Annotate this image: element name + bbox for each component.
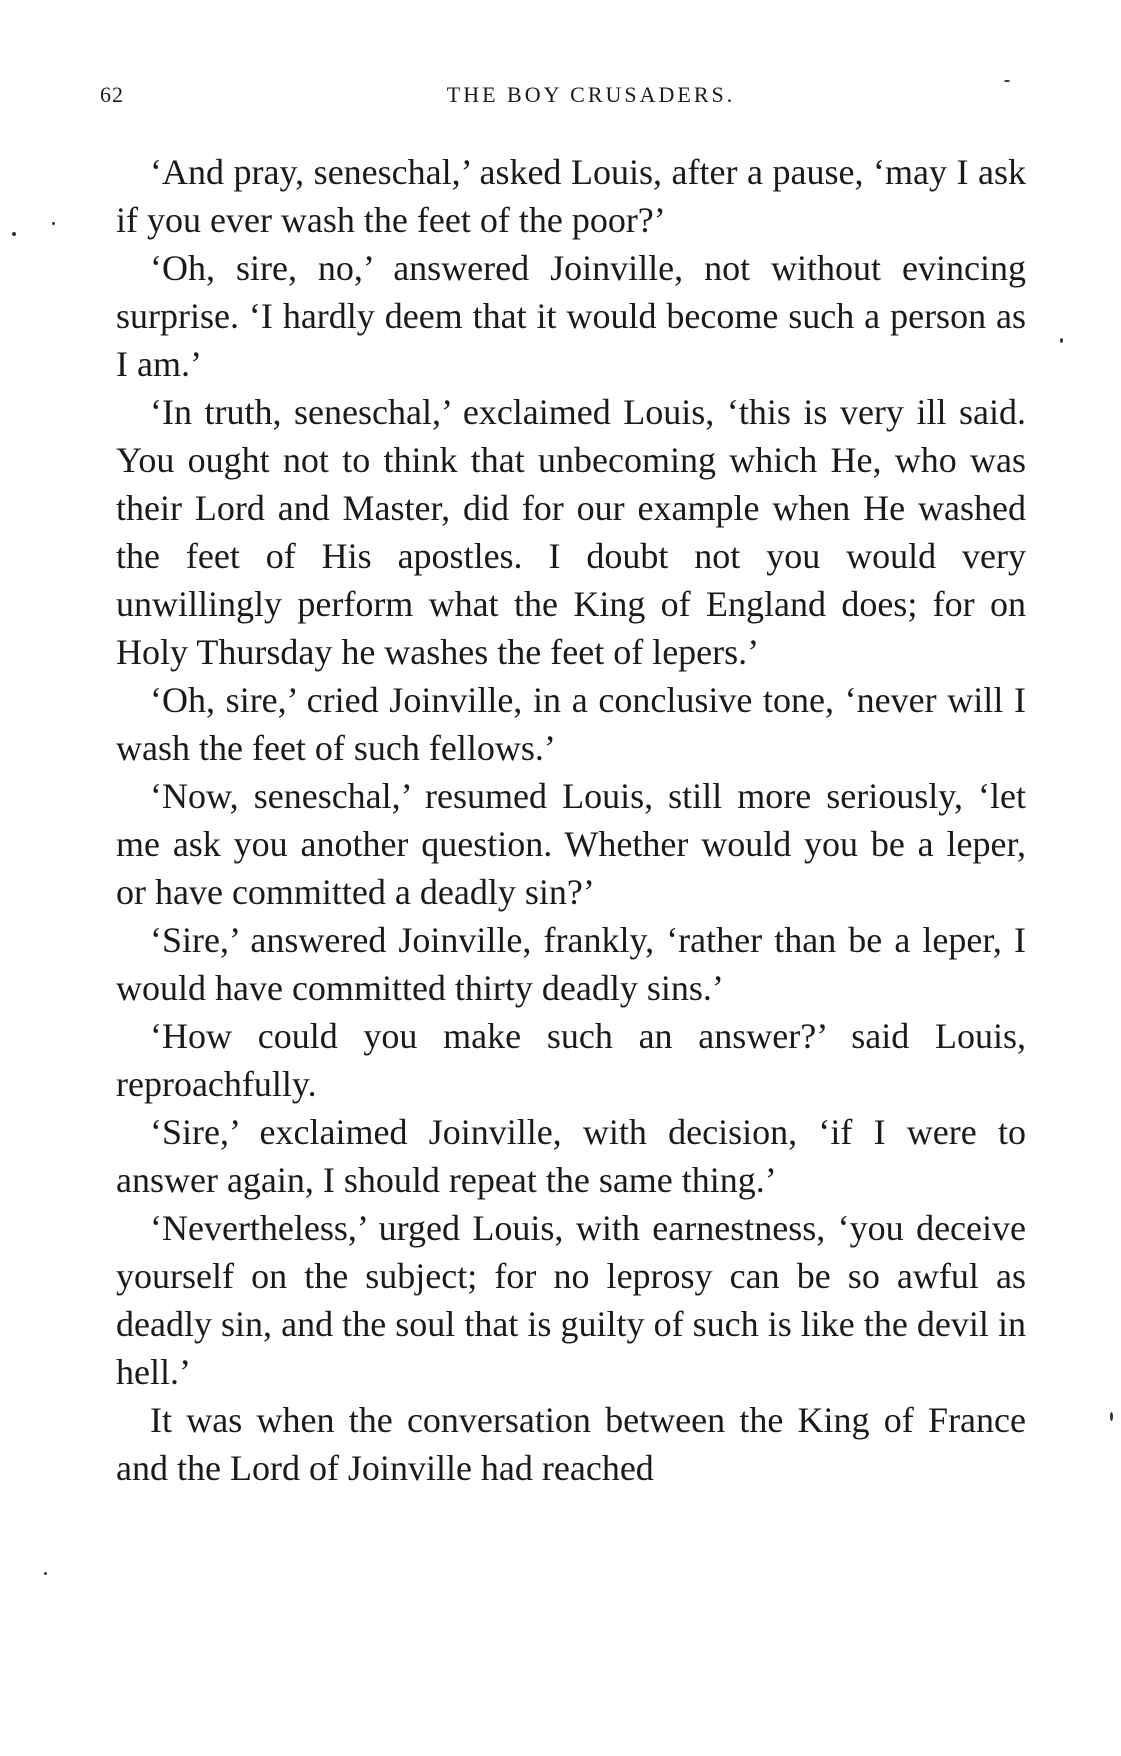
scan-speck [44, 1572, 47, 1575]
paragraph: ‘And pray, seneschal,’ asked Louis, after a pause, ‘may I ask if you ever wash the feet of the poor?’ [116, 152, 1026, 240]
paragraph: ‘Sire,’ exclaimed Joinville, with decision, ‘if I were to answer again, I should repeat the same thing.’ [116, 1112, 1026, 1200]
scan-speck [12, 232, 16, 236]
scan-speck [1060, 338, 1063, 343]
paragraph: ‘Oh, sire, no,’ answered Joinville, not without evincing surprise. ‘I hardly deem that it would become such a person as I am.’ [116, 248, 1026, 384]
page-header [100, 82, 1022, 122]
paragraph: It was when the conversation between the King of France and the Lord of Joinville had reached [116, 1400, 1026, 1488]
scan-speck [1110, 1412, 1113, 1421]
scan-speck [1004, 80, 1010, 82]
paragraph: ‘How could you make such an answer?’ said Louis, reproachfully. [116, 1016, 1026, 1104]
paragraph: ‘Oh, sire,’ cried Joinville, in a conclusive tone, ‘never will I wash the feet of such fellows.’ [116, 680, 1026, 768]
paragraph: ‘Now, seneschal,’ resumed Louis, still more seriously, ‘let me ask you another question. Whether would you be a leper, or have committed a deadly sin?’ [116, 776, 1026, 912]
paragraph: ‘In truth, seneschal,’ exclaimed Louis, ‘this is very ill said. You ought not to think that unbecoming which He, who was their Lord and Master, did for our example when He washed the feet of His apostles. I doubt not you would very unwillingly perform what the King of England does; for on Holy Thursday he washes the feet of lepers.’ [116, 392, 1026, 672]
running-head: THE BOY CRUSADERS. [446, 82, 736, 107]
page-number: 62 [100, 82, 124, 107]
paragraph: ‘Nevertheless,’ urged Louis, with earnestness, ‘you deceive yourself on the subject; for no leprosy can be so awful as deadly sin, and the soul that is guilty of such is like the devil in hell.’ [116, 1208, 1026, 1392]
scan-speck [52, 222, 55, 225]
paragraph: ‘Sire,’ answered Joinville, frankly, ‘rather than be a leper, I would have committed thirty deadly sins.’ [116, 920, 1026, 1008]
body-text [116, 148, 1026, 1492]
